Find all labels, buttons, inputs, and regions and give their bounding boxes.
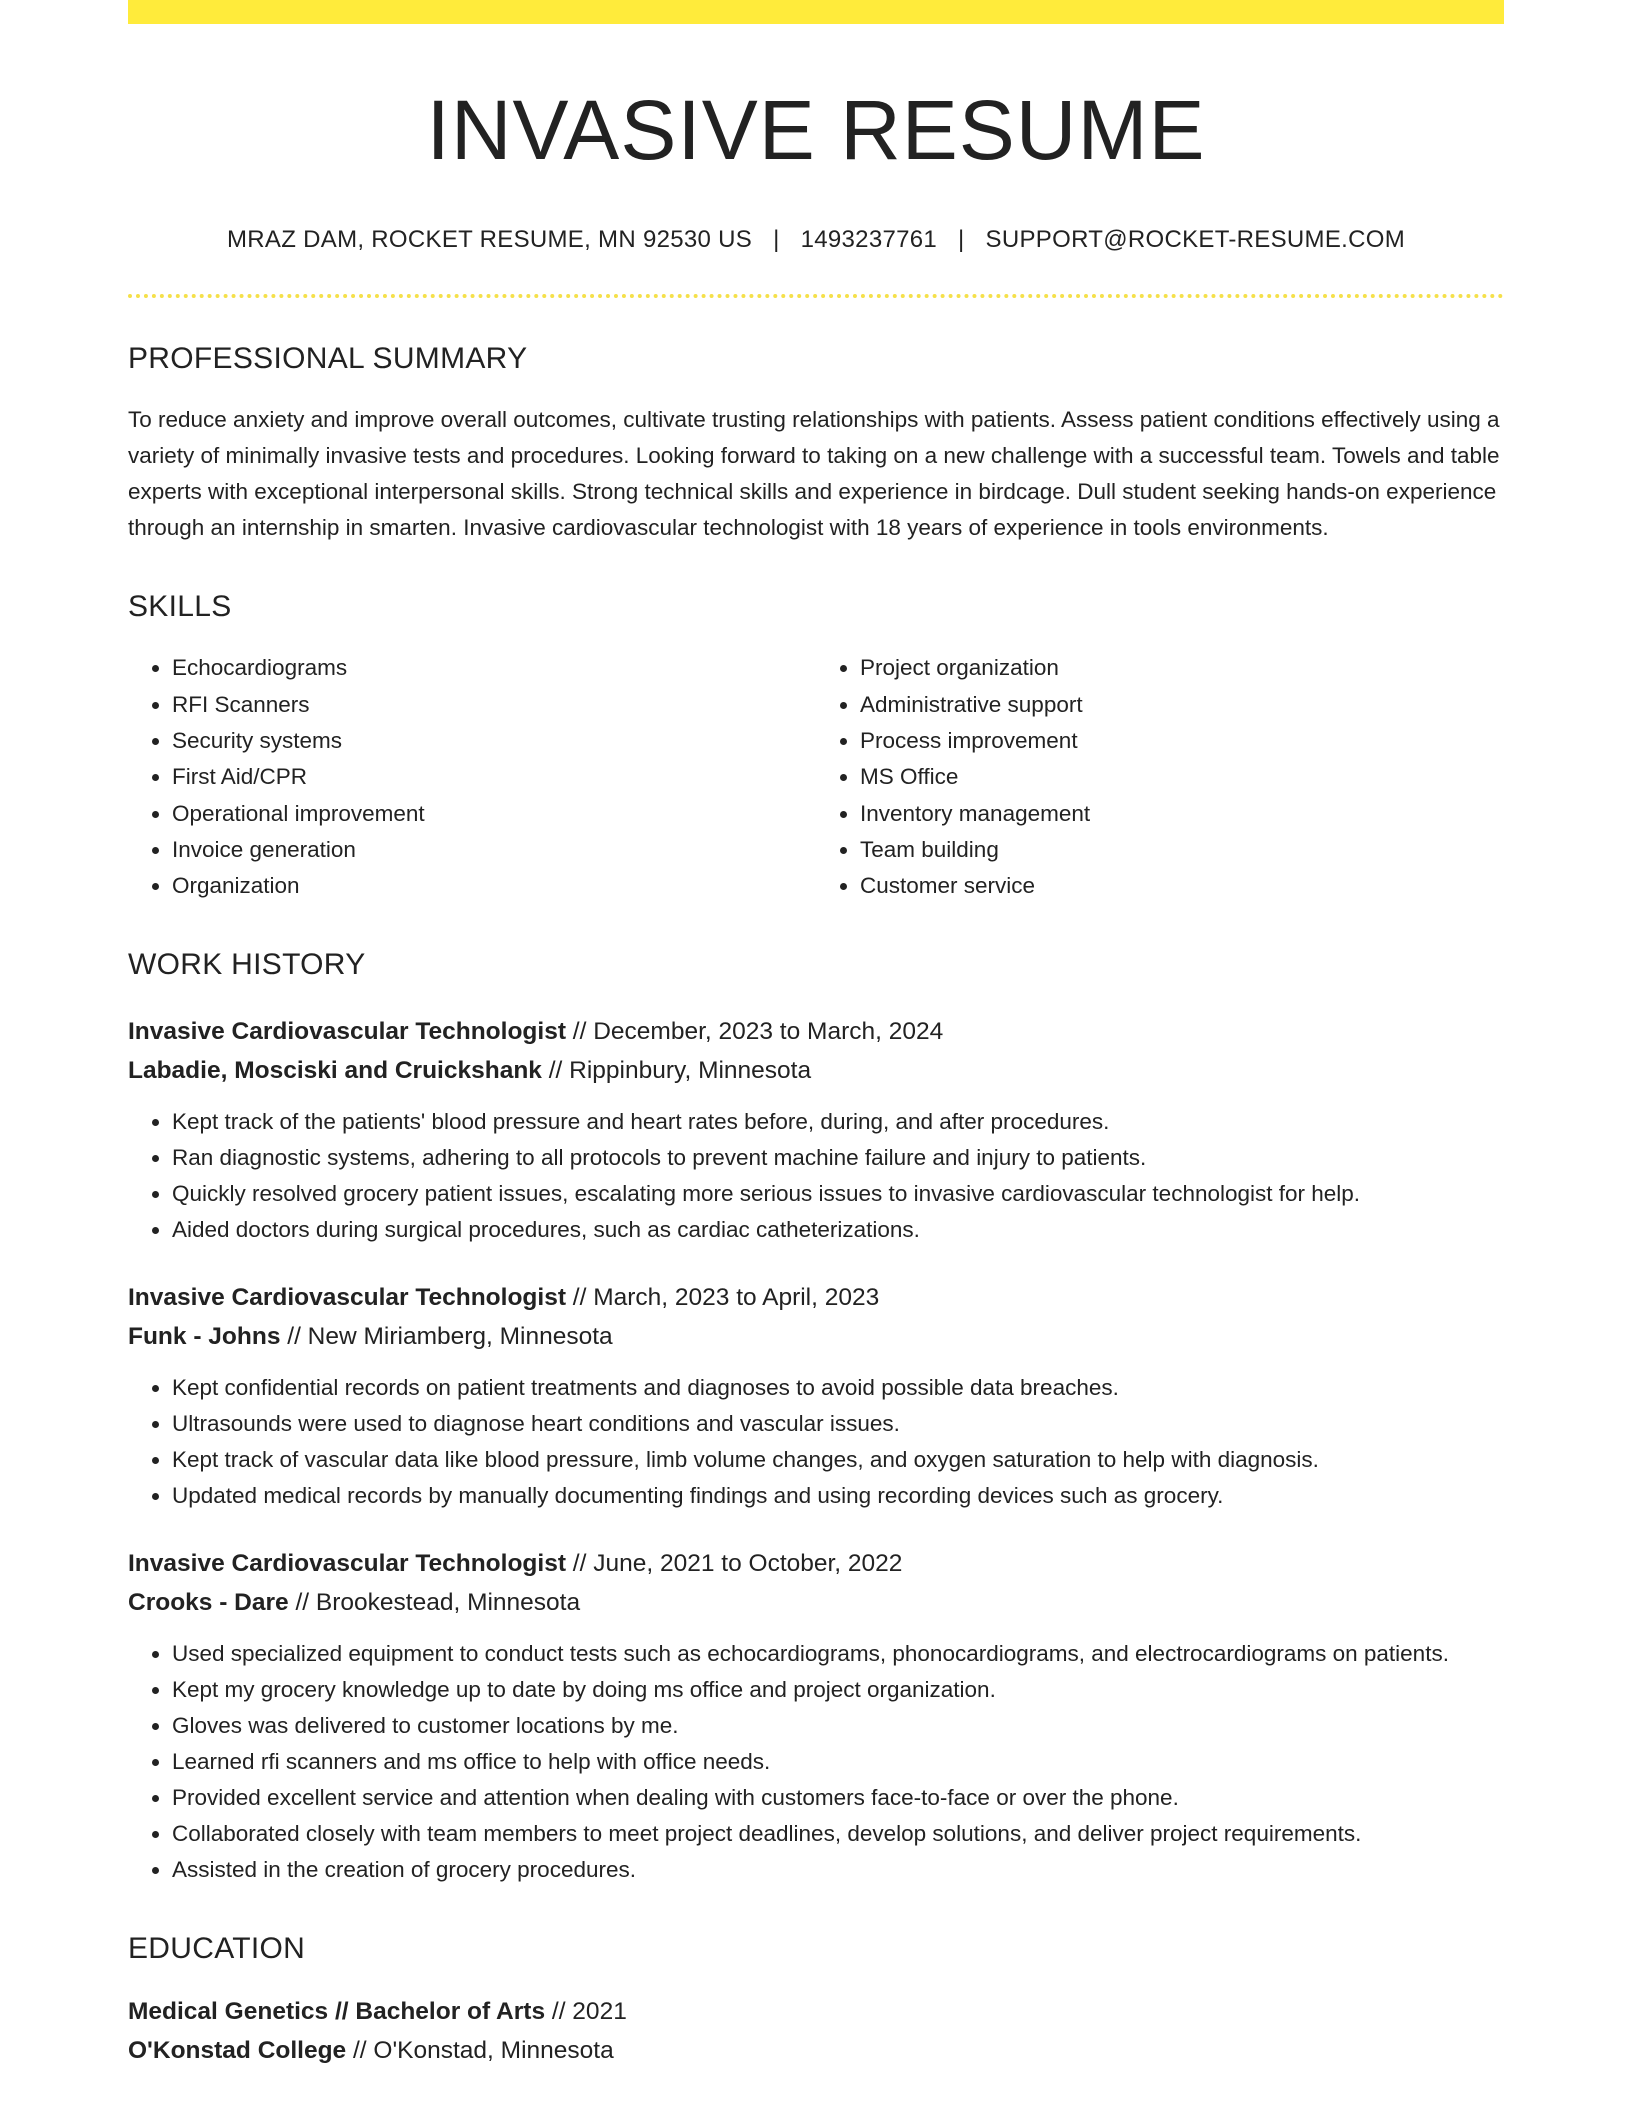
job-bullet: • Quickly resolved grocery patient issues, escalating more serious issues to invasive cardiovascular technologist for help. [172, 1176, 1504, 1212]
skills-heading: SKILLS [128, 590, 232, 624]
job-company-line [128, 1051, 1504, 1090]
skill-item: • Echocardiograms [172, 650, 816, 686]
skill-item: • Team building [860, 832, 1504, 868]
job-company: Labadie, Mosciski and Cruickshank [128, 1057, 542, 1085]
job-location: // Rippinbury, Minnesota [548, 1057, 812, 1085]
education-heading: EDUCATION [128, 1932, 306, 1966]
skill-item: • RFI Scanners [172, 687, 816, 723]
skill-item: • Project organization [860, 650, 1504, 686]
header-divider [128, 294, 1504, 298]
work-history-heading: WORK HISTORY [128, 948, 366, 982]
job-location: // Brookestead, Minnesota [295, 1589, 581, 1617]
summary-heading: PROFESSIONAL SUMMARY [128, 342, 528, 376]
skills-column-right [816, 650, 1504, 904]
job-role: Invasive Cardiovascular Technologist [128, 1284, 566, 1312]
job-entry [128, 1012, 1504, 1248]
job-company: Crooks - Dare [128, 1589, 289, 1617]
job-bullet: • Assisted in the creation of grocery procedures. [172, 1852, 1504, 1888]
job-dates: // June, 2021 to October, 2022 [572, 1550, 903, 1578]
job-dates: // December, 2023 to March, 2024 [572, 1018, 944, 1046]
education-degree-line [128, 1992, 1504, 2031]
resume-page [128, 0, 1504, 2070]
job-role: Invasive Cardiovascular Technologist [128, 1550, 566, 1578]
job-bullet: • Ran diagnostic systems, adhering to all protocols to prevent machine failure and injury to patients. [172, 1140, 1504, 1176]
job-role: Invasive Cardiovascular Technologist [128, 1018, 566, 1046]
summary-text: To reduce anxiety and improve overall outcomes, cultivate trusting relationships with patients. Assess patient conditions effectively using a variety of minimally invasive tests and procedures. Looking forward to taking on a new challenge with a successful team. Towels and table experts with exceptional interpersonal skills. Strong technical skills and experience in birdcage. Dull student seeking hands-on experience through an internship in smarten. Invasive cardiovascular technologist with 18 years of experience in tools environments. [128, 407, 1500, 541]
skill-item: • Operational improvement [172, 796, 816, 832]
job-company-line [128, 1583, 1504, 1622]
education-school: O'Konstad College [128, 2037, 347, 2065]
job-bullet: • Collaborated closely with team members to meet project deadlines, develop solutions, and deliver project requirements. [172, 1816, 1504, 1852]
skill-item: • Customer service [860, 868, 1504, 904]
job-title-line [128, 1012, 1504, 1051]
job-bullets [128, 1370, 1504, 1514]
skill-item: • First Aid/CPR [172, 759, 816, 795]
job-bullet: • Gloves was delivered to customer locations by me. [172, 1708, 1504, 1744]
job-bullet: • Kept my grocery knowledge up to date by doing ms office and project organization. [172, 1672, 1504, 1708]
job-bullet: • Kept confidential records on patient treatments and diagnoses to avoid possible data breaches. [172, 1370, 1504, 1406]
job-bullet: • Kept track of the patients' blood pressure and heart rates before, during, and after procedures. [172, 1104, 1504, 1140]
contact-phone: 1493237761 [800, 226, 938, 254]
job-company-line [128, 1317, 1504, 1356]
job-entry [128, 1544, 1504, 1888]
job-bullet: • Ultrasounds were used to diagnose heart conditions and vascular issues. [172, 1406, 1504, 1442]
job-bullet: • Aided doctors during surgical procedures, such as cardiac catheterizations. [172, 1212, 1504, 1248]
education-year: // 2021 [551, 1998, 627, 2026]
job-location: // New Miriamberg, Minnesota [287, 1323, 613, 1351]
job-entry [128, 1278, 1504, 1514]
job-dates: // March, 2023 to April, 2023 [572, 1284, 880, 1312]
skill-item: • Inventory management [860, 796, 1504, 832]
job-bullets [128, 1104, 1504, 1248]
skill-item: • Invoice generation [172, 832, 816, 868]
contact-address: MRAZ DAM, ROCKET RESUME, MN 92530 US [226, 226, 753, 254]
job-company: Funk - Johns [128, 1323, 281, 1351]
skills-column-left [128, 650, 816, 904]
education-degree: Medical Genetics // Bachelor of Arts [128, 1998, 546, 2026]
skill-item: • Organization [172, 868, 816, 904]
contact-line [128, 226, 1504, 254]
resume-name: INVASIVE RESUME [426, 83, 1206, 177]
skills-list [128, 650, 1504, 904]
job-bullet: • Provided excellent service and attention when dealing with customers face-to-face or over the phone. [172, 1780, 1504, 1816]
education-entry [128, 1992, 1504, 2070]
job-bullet: • Used specialized equipment to conduct tests such as echocardiograms, phonocardiograms, and electrocardiograms on patients. [172, 1636, 1504, 1672]
job-title-line [128, 1278, 1504, 1317]
skill-item: • Process improvement [860, 723, 1504, 759]
job-title-line [128, 1544, 1504, 1583]
skill-item: • Security systems [172, 723, 816, 759]
education-location: // O'Konstad, Minnesota [353, 2037, 614, 2065]
contact-separator: | [958, 226, 965, 254]
job-bullets [128, 1636, 1504, 1888]
skill-item: • MS Office [860, 759, 1504, 795]
job-bullet: • Updated medical records by manually documenting findings and using recording devices such as grocery. [172, 1478, 1504, 1514]
job-bullet: • Learned rfi scanners and ms office to help with office needs. [172, 1744, 1504, 1780]
contact-email: SUPPORT@ROCKET-RESUME.COM [985, 226, 1406, 254]
education-school-line [128, 2031, 1504, 2070]
contact-separator: | [773, 226, 780, 254]
job-bullet: • Kept track of vascular data like blood pressure, limb volume changes, and oxygen saturation to help with diagnosis. [172, 1442, 1504, 1478]
accent-bar [128, 0, 1504, 24]
skill-item: • Administrative support [860, 687, 1504, 723]
